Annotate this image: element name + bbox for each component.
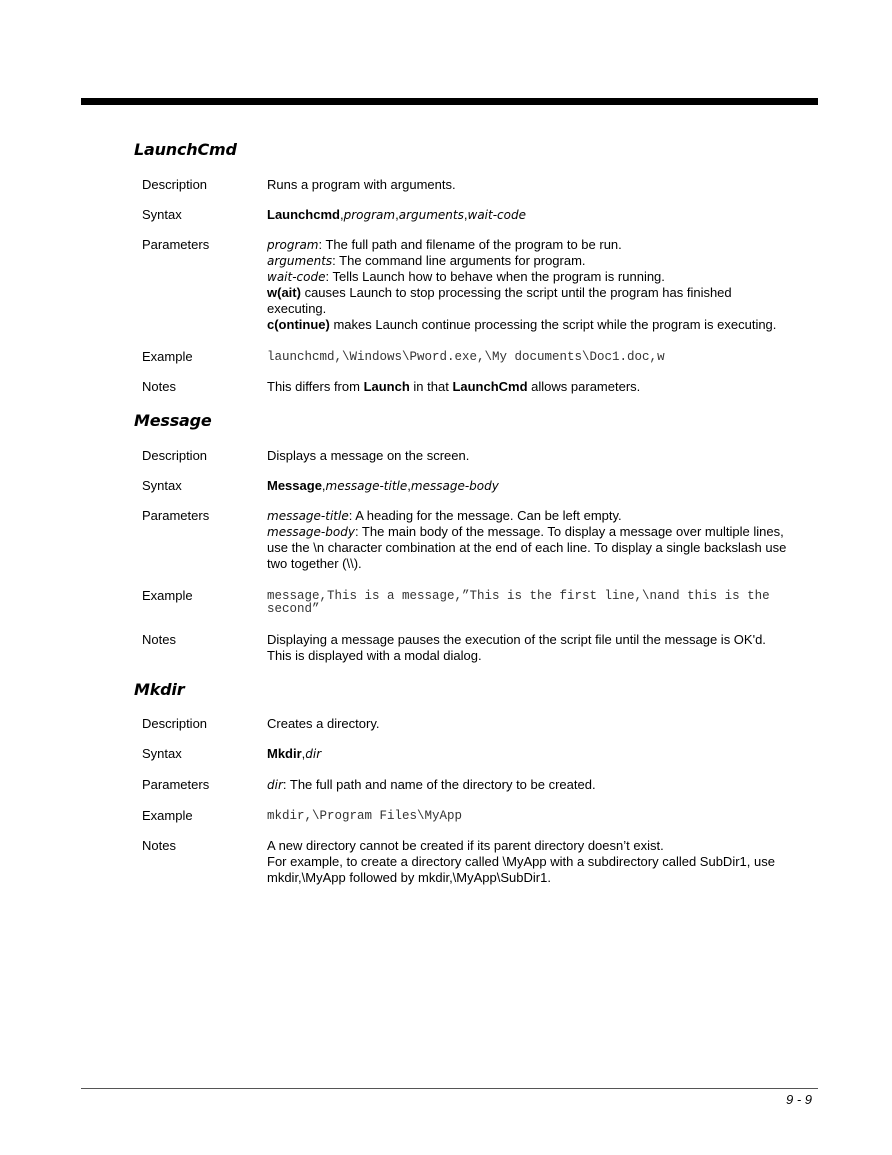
syntax-arg: dir xyxy=(305,747,322,761)
example-label: Example xyxy=(142,808,193,823)
parameter-item xyxy=(267,524,794,572)
syntax-separator: , xyxy=(321,478,326,493)
syntax-arg: wait-code xyxy=(467,208,526,222)
description-text: Creates a directory. xyxy=(267,716,380,731)
notes-text xyxy=(267,838,794,886)
section-launchcmd xyxy=(134,140,794,400)
parameter-term: message-body xyxy=(267,525,355,539)
notes-fragment: in that xyxy=(409,379,453,394)
parameter-option: c(ontinue) xyxy=(267,317,330,332)
syntax-label: Syntax xyxy=(142,478,182,493)
description-text: Runs a program with arguments. xyxy=(267,177,456,192)
syntax-arg: message-body xyxy=(410,479,499,493)
parameter-item xyxy=(267,777,794,793)
parameter-desc: : Tells Launch how to behave when the program is running. xyxy=(325,269,665,284)
parameter-desc: : The full path and name of the directory to be created. xyxy=(282,777,596,792)
parameter-item xyxy=(267,317,794,333)
notes-line: A new directory cannot be created if its parent directory doesn’t exist. xyxy=(267,838,664,853)
parameter-item xyxy=(267,285,794,317)
syntax-separator: , xyxy=(407,478,411,493)
notes-line: Displaying a message pauses the execution of the script file until the message is OK'd. xyxy=(267,632,766,647)
syntax-text xyxy=(267,746,794,762)
parameters-text xyxy=(267,777,794,793)
example-label: Example xyxy=(142,349,193,364)
syntax-text xyxy=(267,207,794,223)
example-code: mkdir,\Program Files\MyApp xyxy=(267,809,463,823)
parameter-option: w(ait) xyxy=(267,285,301,300)
section-title: LaunchCmd xyxy=(134,140,237,159)
notes-label: Notes xyxy=(142,379,176,394)
notes-keyword: LaunchCmd xyxy=(452,379,528,394)
notes-fragment: This differs from xyxy=(267,379,364,394)
syntax-command: Mkdir xyxy=(267,746,302,761)
parameter-term: arguments xyxy=(267,254,333,268)
section-mkdir xyxy=(134,680,794,900)
syntax-separator: , xyxy=(339,207,344,222)
section-message xyxy=(134,411,794,671)
syntax-text xyxy=(267,478,794,494)
page-number: 9 - 9 xyxy=(785,1092,812,1107)
syntax-arg: program xyxy=(343,208,396,222)
parameters-label: Parameters xyxy=(142,777,210,792)
syntax-separator: , xyxy=(301,746,306,761)
parameter-desc: : The full path and filename of the program to be run. xyxy=(318,237,622,252)
description-label: Description xyxy=(142,448,208,463)
notes-keyword: Launch xyxy=(363,379,410,394)
syntax-arg: arguments xyxy=(398,208,464,222)
parameter-desc: : A heading for the message. Can be left empty. xyxy=(348,508,622,523)
syntax-separator: , xyxy=(395,207,399,222)
parameters-text xyxy=(267,237,794,333)
parameters-label: Parameters xyxy=(142,508,210,523)
example-code: launchcmd,\Windows\Pword.exe,\My documents\Doc1.doc,w xyxy=(267,350,665,364)
syntax-label: Syntax xyxy=(142,207,182,222)
syntax-command: Message xyxy=(267,478,322,493)
parameters-label: Parameters xyxy=(142,237,210,252)
syntax-separator: , xyxy=(463,207,468,222)
description-label: Description xyxy=(142,716,208,731)
parameter-item xyxy=(267,508,794,524)
description-text: Displays a message on the screen. xyxy=(267,448,470,463)
notes-text xyxy=(267,632,794,664)
parameter-item xyxy=(267,237,794,253)
syntax-arg: message-title xyxy=(325,479,408,493)
parameters-text xyxy=(267,508,794,572)
description-label: Description xyxy=(142,177,208,192)
parameter-desc: : The main body of the message. To display a message over multiple lines, use the \n character combination at the end of each line. To display a single backslash use two together (\\). xyxy=(267,524,787,571)
notes-label: Notes xyxy=(142,838,176,853)
example-label: Example xyxy=(142,588,193,603)
notes-line: This is displayed with a modal dialog. xyxy=(267,648,482,663)
parameter-term: wait-code xyxy=(267,270,326,284)
notes-line: For example, to create a directory called \MyApp with a subdirectory called SubDir1, use mkdir,\MyApp followed by mkdir,\MyApp\SubDir1. xyxy=(267,854,775,885)
parameter-term: dir xyxy=(267,778,283,792)
syntax-label: Syntax xyxy=(142,746,182,761)
top-rule xyxy=(81,98,818,105)
parameter-term: program xyxy=(267,238,319,252)
example-code: message,This is a message,”This is the first line,\nand this is the second” xyxy=(267,589,770,616)
parameter-desc: : The command line arguments for program. xyxy=(332,253,586,268)
parameter-item xyxy=(267,253,794,269)
section-title: Mkdir xyxy=(134,680,185,699)
notes-text xyxy=(267,379,794,395)
parameter-desc: makes Launch continue processing the script while the program is executing. xyxy=(329,317,777,332)
syntax-command: Launchcmd xyxy=(267,207,340,222)
parameter-term: message-title xyxy=(267,509,349,523)
notes-label: Notes xyxy=(142,632,176,647)
parameter-desc: causes Launch to stop processing the script until the program has finished executing. xyxy=(267,285,732,316)
section-title: Message xyxy=(134,411,212,430)
bottom-rule xyxy=(81,1088,818,1089)
parameter-item xyxy=(267,269,794,285)
notes-fragment: allows parameters. xyxy=(527,379,641,394)
